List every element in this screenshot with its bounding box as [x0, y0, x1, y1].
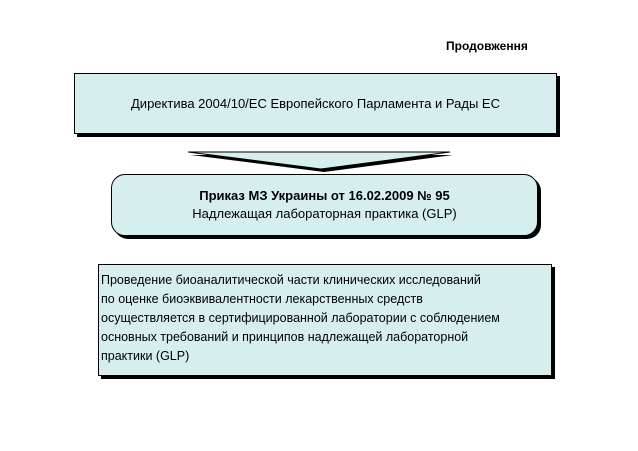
description-line: по оценке биоэквивалентности лекарственных средств [101, 292, 423, 306]
description-line: Проведение биоаналитической части клинических исследований [101, 273, 481, 287]
description-line: осуществляется в сертифицированной лаборатории с соблюдением [101, 311, 500, 325]
order-subtitle: Надлежащая лабораторная практика (GLP) [192, 206, 457, 221]
description-line: практики (GLP) [101, 349, 190, 363]
order-title: Приказ МЗ Украины от 16.02.2009 № 95 [199, 188, 450, 203]
continued-label: Продовження [446, 39, 528, 53]
directive-text: Директива 2004/10/ЕС Европейского Парламента и Рады ЕС [131, 96, 500, 111]
order-box [111, 174, 538, 236]
down-arrow-icon [188, 149, 456, 173]
description-line: основных требований и принципов надлежащей лабораторной [101, 330, 469, 344]
directive-box [74, 73, 557, 134]
description-box [98, 264, 552, 376]
